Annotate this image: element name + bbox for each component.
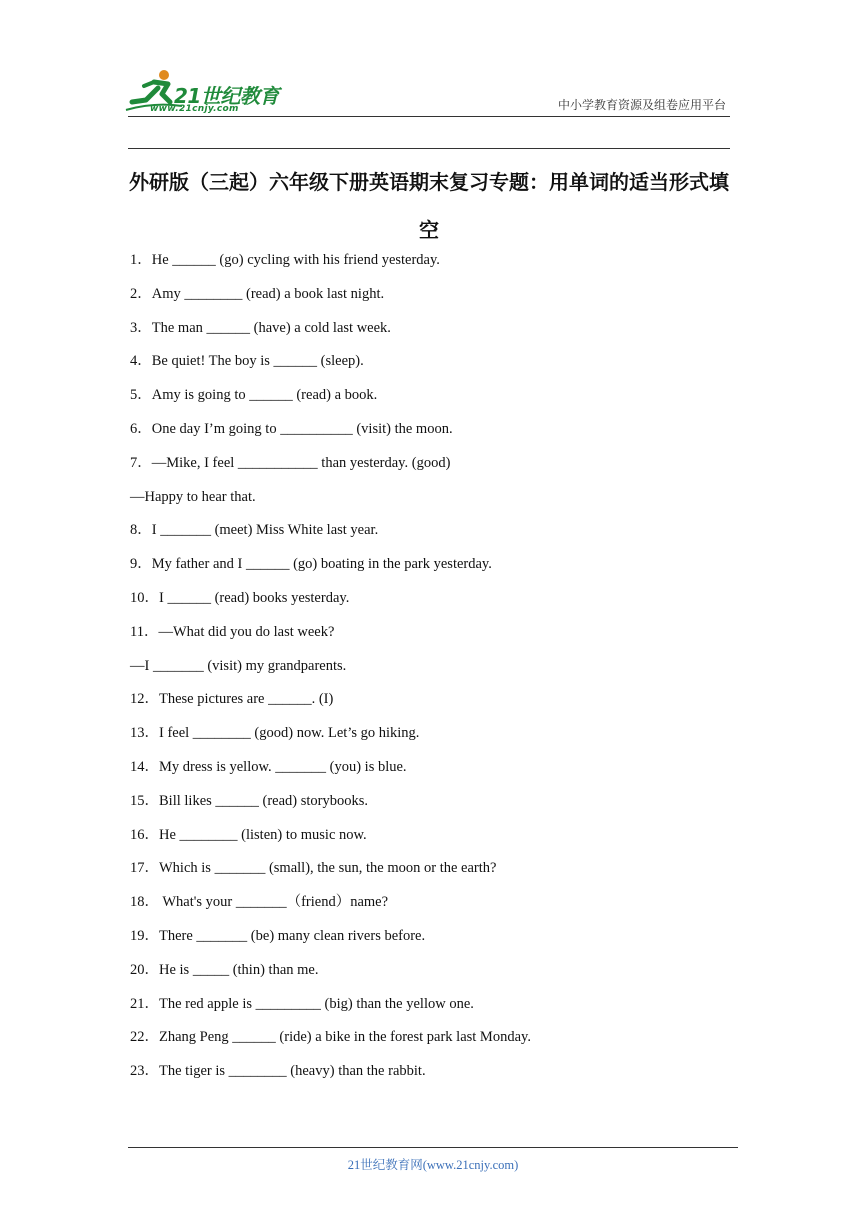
question-line: 21．The red apple is _________ (big) than the yellow one. [130,995,474,1012]
question-line: 14．My dress is yellow. _______ (you) is blue. [130,758,407,775]
question-line: 9．My father and I ______ (go) boating in the park yesterday. [130,556,492,573]
question-line: 20．He is _____ (thin) than me. [130,961,319,978]
question-line: 17．Which is _______ (small), the sun, the moon or the earth? [130,860,497,877]
question-line: 5．Amy is going to ______ (read) a book. [130,387,378,404]
title-divider [128,148,730,149]
question-line: 3．The man ______ (have) a cold last week. [130,319,391,336]
header-divider [128,116,730,117]
question-line: 7．—Mike, I feel ___________ than yesterday. (good) [130,454,451,471]
page-title: 外研版（三起）六年级下册英语期末复习专题：用单词的适当形式填空 [129,170,729,242]
question-line: 22．Zhang Peng ______ (ride) a bike in the forest park last Monday. [130,1029,531,1046]
platform-tagline: 中小学教育资源及组卷应用平台 [557,98,726,112]
question-line: 15．Bill likes ______ (read) storybooks. [130,792,369,809]
question-line: —I _______ (visit) my grandparents. [130,657,347,674]
question-line: 6．One day I’m going to __________ (visit) the moon. [130,420,453,437]
footer-divider [128,1147,738,1148]
logo-url: www.21cnjy.com [150,104,239,114]
question-line: 19．There _______ (be) many clean rivers before. [130,927,426,944]
question-line: 2．Amy ________ (read) a book last night. [130,285,385,302]
question-line: 1．He ______ (go) cycling with his friend yesterday. [130,252,440,268]
question-line: 8．I _______ (meet) Miss White last year. [130,522,379,539]
page-footer: 21世纪教育网(www.21cnjy.com) [347,1158,519,1172]
question-line: 4．Be quiet! The boy is ______ (sleep). [130,353,364,370]
question-line: 16．He ________ (listen) to music now. [130,826,367,843]
question-line: 18． What's your _______（friend）name? [130,894,389,911]
question-line: 23．The tiger is ________ (heavy) than the rabbit. [130,1063,426,1080]
question-line: 13．I feel ________ (good) now. Let’s go hiking. [130,725,420,742]
question-line: 11．—What did you do last week? [130,623,335,640]
logo-text: 21世纪教育 [174,84,279,108]
question-line: 10．I ______ (read) books yesterday. [130,589,350,606]
logo [124,66,294,118]
question-list [130,248,730,1093]
question-line: —Happy to hear that. [130,488,256,505]
page-header [124,66,730,118]
question-line: 12．These pictures are ______. (I) [130,691,334,708]
